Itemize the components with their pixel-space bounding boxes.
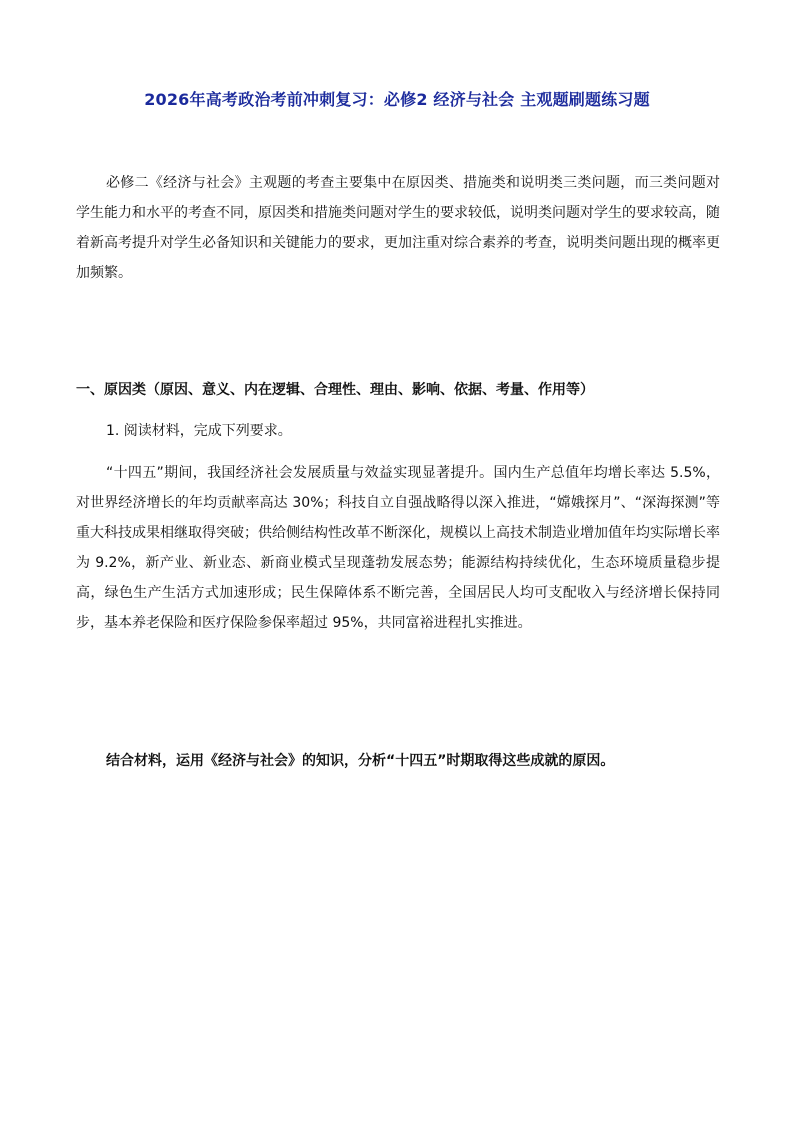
section-heading-reason-type: 一、原因类（原因、意义、内在逻辑、合理性、理由、影响、依据、考量、作用等）: [76, 382, 594, 398]
intro-paragraph: 必修二《经济与社会》主观题的考查主要集中在原因类、措施类和说明类三类问题，而三类问题对学生能力和水平的考查不同，原因类和措施类问题对学生的要求较低，说明类问题对学生的要求较高，随着新高考提升对学生必备知识和关键能力的要求，更加注重对综合素养的考查，说明类问题出现的概率更加频繁。: [76, 175, 720, 281]
document-title: 2026年高考政治考前冲刺复习：必修2 经济与社会 主观题刷题练习题: [144, 90, 650, 109]
question-1-material: “十四五”期间，我国经济社会发展质量与效益实现显著提升。国内生产总值年均增长率达 5.5%，对世界经济增长的年均贡献率高达 30%；科技自立自强战略得以深入推进，“嫦娥探月”、“深海探测”等重大科技成果相继取得突破；供给侧结构性改革不断深化，规模以上高技术制造业增加值年均实际增长率为 9.2%，新产业、新业态、新商业模式呈现蓬勃发展态势；能源结构持续优化，生态环境质量稳步提高，绿色生产生活方式加速形成；民生保障体系不断完善，全国居民人均可支配收入与经济增长保持同步，基本养老保险和医疗保险参保率超过 95%，共同富裕进程扎实推进。: [76, 465, 720, 631]
question-1-task: 结合材料，运用《经济与社会》的知识，分析“十四五”时期取得这些成就的原因。: [106, 753, 615, 769]
question-1-instruction: 1. 阅读材料，完成下列要求。: [106, 423, 292, 439]
